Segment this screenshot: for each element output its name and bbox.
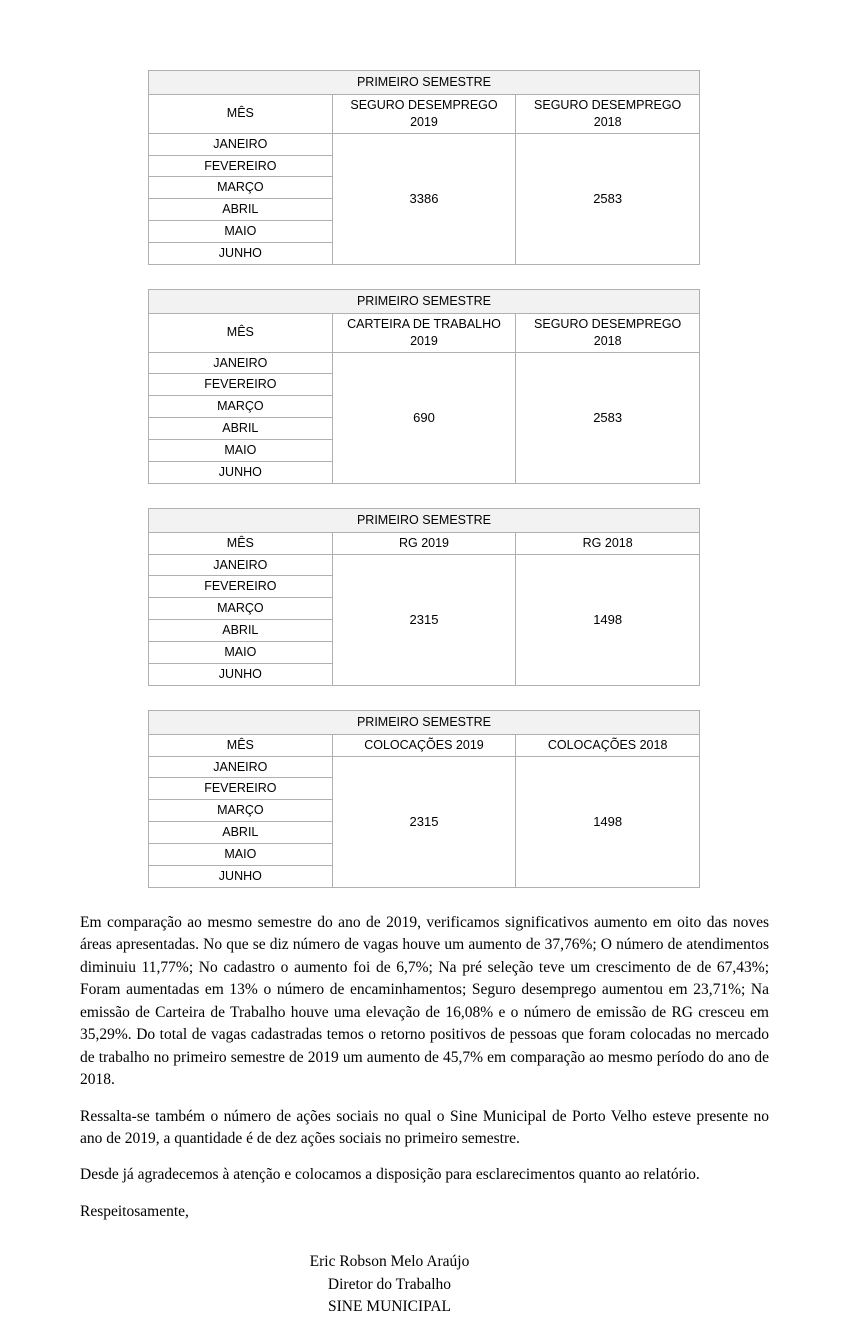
value-2018: 1498 — [516, 554, 700, 685]
report-table-carteira-trabalho — [148, 289, 700, 484]
signature-name: Eric Robson Melo Araújo — [309, 1253, 470, 1271]
month-cell: MARÇO — [149, 598, 333, 620]
month-cell: MARÇO — [149, 800, 333, 822]
table-header-row — [149, 532, 700, 554]
column-header-month: MÊS — [149, 532, 333, 554]
table-title-row — [149, 289, 700, 313]
narrative-section — [80, 912, 769, 1224]
table-title-row — [149, 71, 700, 95]
column-header-2019: SEGURO DESEMPREGO 2019 — [332, 94, 516, 133]
paragraph-thanks: Desde já agradecemos à atenção e colocamos a disposição para esclarecimentos quanto ao relatório. — [80, 1166, 700, 1184]
value-2019: 690 — [332, 352, 516, 483]
report-table-colocacoes — [148, 710, 700, 888]
column-header-month: MÊS — [149, 734, 333, 756]
table-title: PRIMEIRO SEMESTRE — [149, 710, 700, 734]
value-2019: 2315 — [332, 756, 516, 887]
table-row — [149, 756, 700, 778]
value-2019: 3386 — [332, 133, 516, 264]
month-cell: MAIO — [149, 221, 333, 243]
signature-role: Diretor do Trabalho — [327, 1275, 452, 1293]
report-table-seguro-desemprego — [148, 70, 700, 265]
month-cell: JANEIRO — [149, 352, 333, 374]
column-header-2018: COLOCAÇÕES 2018 — [516, 734, 700, 756]
signature-organization: SINE MUNICIPAL — [327, 1298, 451, 1316]
table-title: PRIMEIRO SEMESTRE — [149, 508, 700, 532]
month-cell: MARÇO — [149, 177, 333, 199]
month-cell: ABRIL — [149, 418, 333, 440]
column-header-month: MÊS — [149, 94, 333, 133]
table-header-row — [149, 734, 700, 756]
month-cell: FEVEREIRO — [149, 576, 333, 598]
month-cell: JUNHO — [149, 865, 333, 887]
table-title-row — [149, 508, 700, 532]
table-header-row — [149, 94, 700, 133]
value-2018: 2583 — [516, 352, 700, 483]
month-cell: ABRIL — [149, 199, 333, 221]
month-cell: ABRIL — [149, 620, 333, 642]
table-title: PRIMEIRO SEMESTRE — [149, 71, 700, 95]
month-cell: FEVEREIRO — [149, 778, 333, 800]
column-header-2019: RG 2019 — [332, 532, 516, 554]
signature-block — [80, 1251, 699, 1318]
month-cell: MAIO — [149, 642, 333, 664]
table-title-row — [149, 710, 700, 734]
month-cell: MAIO — [149, 844, 333, 866]
month-cell: JANEIRO — [149, 133, 333, 155]
table-row — [149, 554, 700, 576]
report-table-rg — [148, 508, 700, 686]
month-cell: FEVEREIRO — [149, 374, 333, 396]
paragraph-comparison: Em comparação ao mesmo semestre do ano de 2019, verificamos significativos aumento em oito das noves áreas apresentadas. No que se diz número de vagas houve um aumento de 37,76%; O número de atendimentos diminuiu 11,77%; No cadastro o aumento foi de 6,7%; Na pré seleção teve um crescimento de de 67,43%; Foram aumentadas em 13% o número de encaminhamentos; Seguro desemprego aumentou em 23,71%; Na emissão de Carteira de Trabalho houve uma elevação de 16,08% e o número de emissão de RG cresceu em 35,29%. Do total de vagas cadastradas temos o retorno positivos de pessoas que foram colocadas no mercado de trabalho no primeiro semestre de 2019 um aumento de 45,7% em comparação ao mesmo período do ano de 2018. — [80, 913, 769, 1089]
tables-area — [148, 70, 700, 888]
column-header-2019: COLOCAÇÕES 2019 — [332, 734, 516, 756]
column-header-2018: SEGURO DESEMPREGO 2018 — [516, 313, 700, 352]
table-title: PRIMEIRO SEMESTRE — [149, 289, 700, 313]
paragraph-social-actions: Ressalta-se também o número de ações sociais no qual o Sine Municipal de Porto Velho esteve presente no ano de 2019, a quantidade é de dez ações sociais no primeiro semestre. — [80, 1107, 769, 1147]
month-cell: JANEIRO — [149, 554, 333, 576]
table-row — [149, 352, 700, 374]
month-cell: JANEIRO — [149, 756, 333, 778]
table-row — [149, 133, 700, 155]
paragraph-closing: Respeitosamente, — [80, 1202, 189, 1220]
month-cell: JUNHO — [149, 461, 333, 483]
month-cell: FEVEREIRO — [149, 155, 333, 177]
column-header-month: MÊS — [149, 313, 333, 352]
value-2018: 1498 — [516, 756, 700, 887]
value-2019: 2315 — [332, 554, 516, 685]
value-2018: 2583 — [516, 133, 700, 264]
month-cell: JUNHO — [149, 243, 333, 265]
column-header-2018: SEGURO DESEMPREGO 2018 — [516, 94, 700, 133]
column-header-2018: RG 2018 — [516, 532, 700, 554]
month-cell: JUNHO — [149, 663, 333, 685]
column-header-2019: CARTEIRA DE TRABALHO 2019 — [332, 313, 516, 352]
month-cell: MARÇO — [149, 396, 333, 418]
month-cell: ABRIL — [149, 822, 333, 844]
table-header-row — [149, 313, 700, 352]
month-cell: MAIO — [149, 440, 333, 462]
